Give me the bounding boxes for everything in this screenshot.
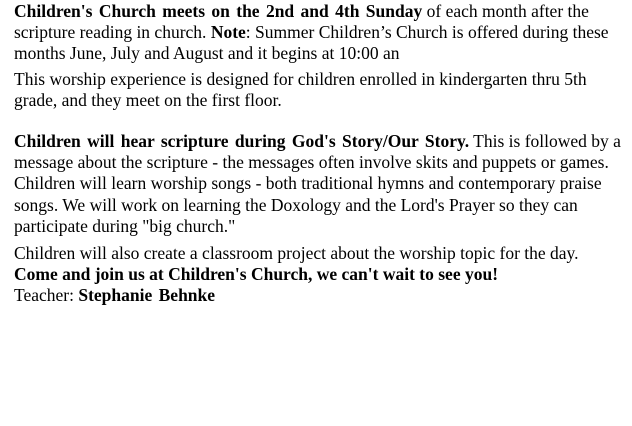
summer-note-text: : Summer Children’s Church is offered during these months June, July and August and it begins at 10:00 an <box>14 22 609 64</box>
program-lead: Children will hear scripture during God's Story/Our Story. <box>14 131 470 152</box>
program-text: This is followed by a message about the scripture - the messages often involve skits and puppets or games. Children will learn worship songs - both traditional hymns and contemporary praise songs. We will work on learning the Doxology and the Lord's Prayer so they can participate during "big church." <box>14 131 621 236</box>
program-paragraph <box>14 131 626 237</box>
meeting-schedule-lead: Children's Church meets on the 2nd and 4th Sunday <box>14 1 423 21</box>
church-info-document <box>14 1 626 307</box>
invitation-closing: Come and join us at Children's Church, we can't wait to see you! <box>14 264 499 285</box>
note-label: Note <box>210 22 246 43</box>
audience-text: This worship experience is designed for children enrolled in kindergarten thru 5th grade, and they meet on the first floor. <box>14 68 587 110</box>
audience-paragraph <box>14 69 626 111</box>
teacher-name: Stephanie Behnke <box>78 285 216 306</box>
invitation-text: Children will also create a classroom project about the worship topic for the day. <box>14 243 579 264</box>
meeting-schedule-text: of each month after the scripture reading in church. <box>14 1 589 43</box>
invitation-paragraph <box>14 243 626 285</box>
meeting-schedule-paragraph <box>14 1 626 65</box>
teacher-line <box>14 285 626 306</box>
teacher-label: Teacher: <box>14 285 79 306</box>
